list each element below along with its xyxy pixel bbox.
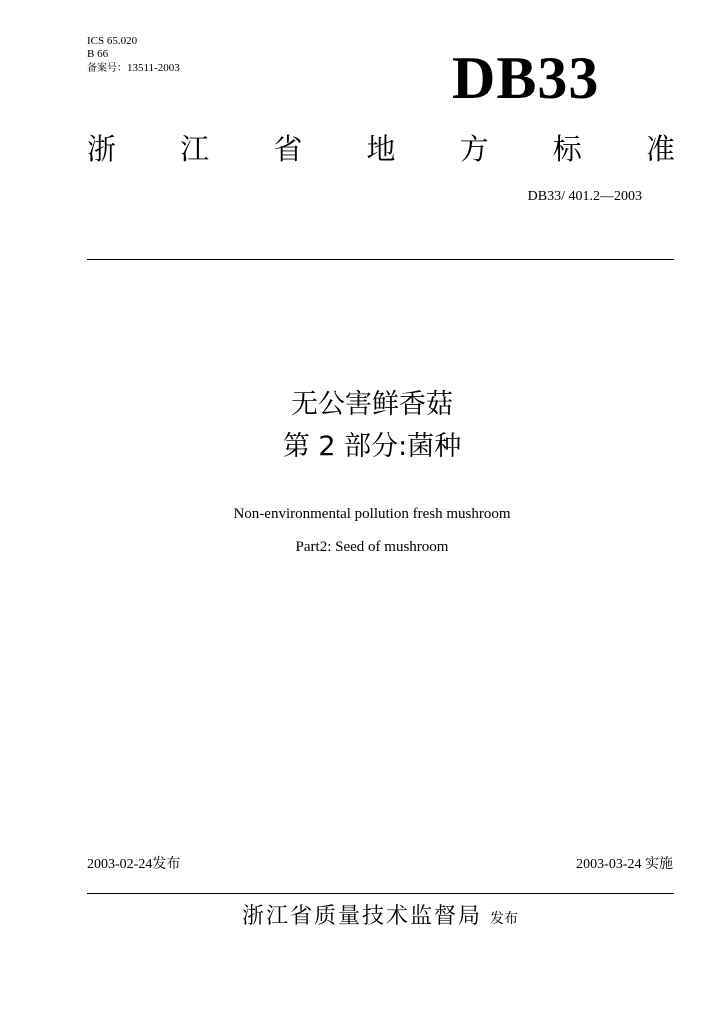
record-number-value: 13511-2003 xyxy=(127,62,180,74)
banner-char: 准 xyxy=(645,132,675,166)
banner-char: 方 xyxy=(459,132,489,166)
banner-char: 省 xyxy=(273,132,303,166)
banner-char: 地 xyxy=(366,132,396,166)
english-title-line-1: Non-environmental pollution fresh mushroom xyxy=(233,506,511,522)
standard-number: DB33/ 401.2—2003 xyxy=(527,189,642,204)
implementation-date xyxy=(576,855,673,874)
issuer-suffix: 发布 xyxy=(490,911,518,927)
issuing-authority xyxy=(0,902,724,934)
english-title-line-2: Part2: Seed of mushroom xyxy=(295,539,449,555)
banner-char: 标 xyxy=(552,132,582,166)
issue-date xyxy=(87,855,180,874)
implementation-date-value: 2003-03-24 xyxy=(576,857,642,872)
ics-code: ICS 65.020 xyxy=(87,35,138,47)
issue-date-value: 2003-02-24 xyxy=(87,857,153,872)
top-divider xyxy=(87,259,674,260)
record-number xyxy=(87,62,180,75)
issuer-name: 浙江省质量技术监督局 xyxy=(241,904,482,929)
record-number-label: 备案号： xyxy=(87,63,127,74)
banner-char: 江 xyxy=(180,132,210,166)
bottom-divider xyxy=(87,893,674,894)
classification-code: B 66 xyxy=(87,48,109,60)
banner-char: 浙 xyxy=(87,132,117,166)
chinese-title-line-2: 第 2 部分:菌种 xyxy=(282,431,462,462)
implementation-date-label: 实施 xyxy=(645,856,673,872)
chinese-title-line-1: 无公害鲜香菇 xyxy=(291,389,453,420)
db33-logo: DB33 xyxy=(452,45,600,111)
issue-date-label: 发布 xyxy=(152,856,181,872)
standard-type-banner xyxy=(87,128,675,170)
